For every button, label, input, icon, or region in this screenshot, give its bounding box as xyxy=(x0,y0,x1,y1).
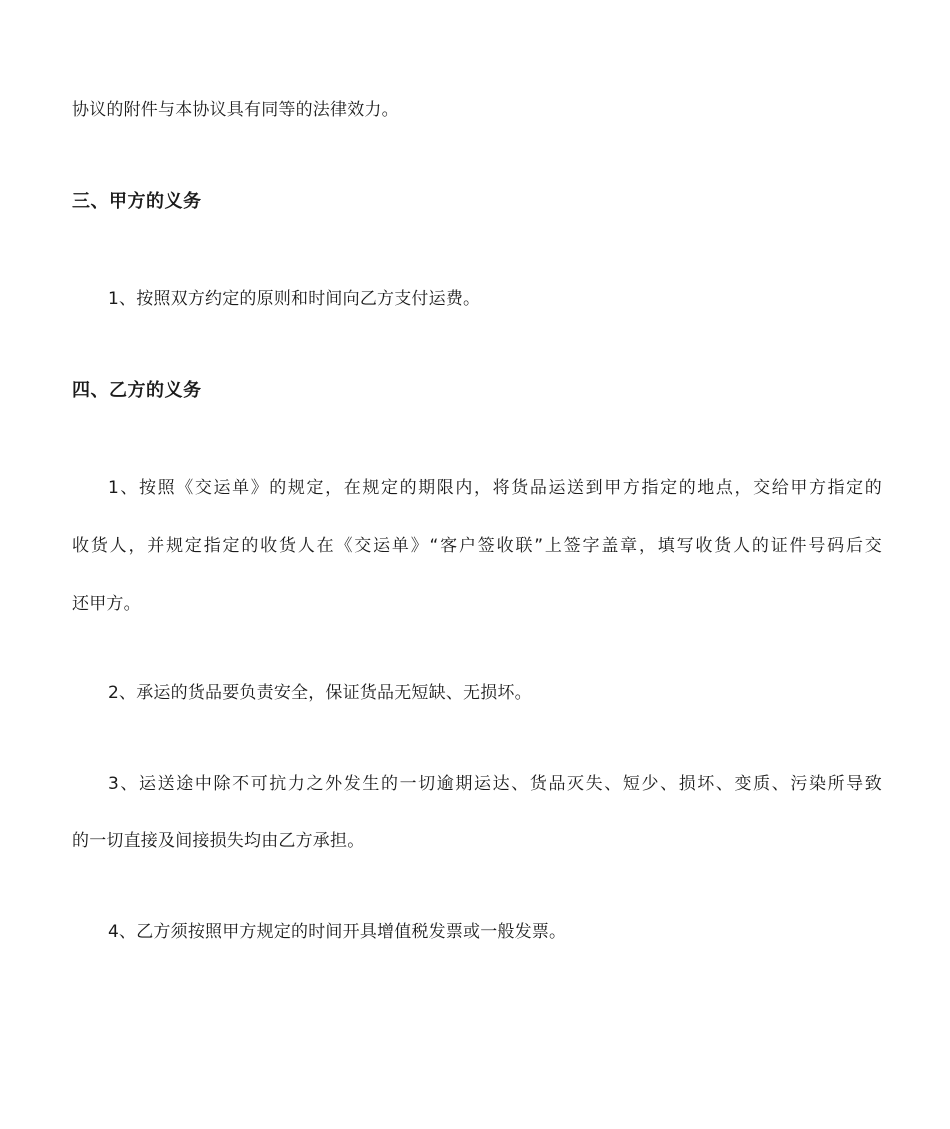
section-3-item-1: 1、按照双方约定的原则和时间向乙方支付运费。 xyxy=(108,289,481,309)
section-4-item-1-line-1: 1、按照《交运单》的规定，在规定的期限内，将货品运送到甲方指定的地点，交给甲方指定的 xyxy=(108,478,882,498)
paragraph-intro: 协议的附件与本协议具有同等的法律效力。 xyxy=(72,100,399,120)
section-4-item-1-line-3: 还甲方。 xyxy=(72,594,141,614)
section-3-heading: 三、甲方的义务 xyxy=(72,191,202,212)
section-4-item-3-line-2: 的一切直接及间接损失均由乙方承担。 xyxy=(72,831,365,851)
section-4-item-1-line-2: 收货人，并规定指定的收货人在《交运单》“客户签收联”上签字盖章，填写收货人的证件号码后交 xyxy=(72,536,882,556)
section-4-heading: 四、乙方的义务 xyxy=(72,380,202,401)
section-4-item-4: 4、乙方须按照甲方规定的时间开具增值税发票或一般发票。 xyxy=(108,922,567,942)
section-4-item-3-line-1: 3、运送途中除不可抗力之外发生的一切逾期运达、货品灭失、短少、损坏、变质、污染所导致 xyxy=(108,774,882,794)
section-4-item-2: 2、承运的货品要负责安全，保证货品无短缺、无损坏。 xyxy=(108,683,532,703)
